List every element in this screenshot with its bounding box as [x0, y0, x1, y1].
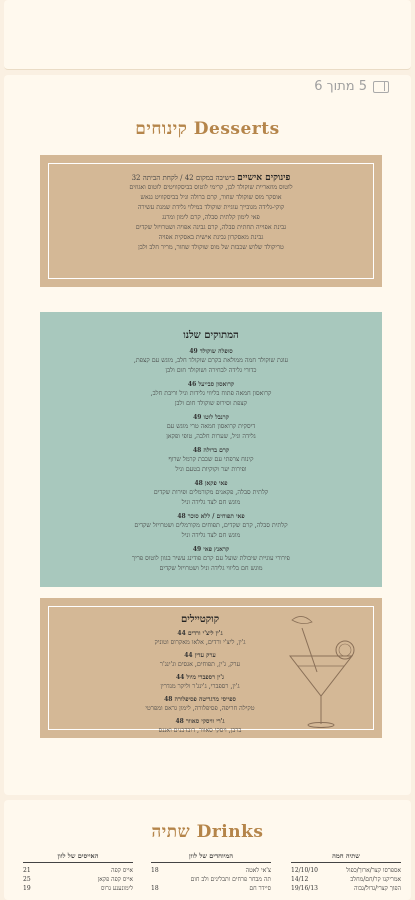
drink-row	[291, 875, 401, 884]
drink-name: הפוך קצרי/גדול/גבוה	[354, 885, 401, 892]
personal-treats-heading: פינוקים אישיים	[237, 173, 291, 183]
drink-price: 18	[151, 885, 159, 892]
sweet-item-desc: מוגש חם בליווי גלידה וניל ושטרויזל שקדים	[159, 565, 263, 572]
sweet-item-desc: מוגש חם לצד גלידה וניל	[181, 499, 241, 506]
personal-treats-card	[40, 155, 382, 287]
specials-column	[151, 852, 271, 893]
drink-row	[23, 866, 133, 875]
treat-line: לוטוס מוזאריית שוקולד לבן, קרימי לוטוס בביסקוויטים לוטוס ואגוזים	[129, 184, 293, 191]
treat-line: אוסקר מוס שוקולד שחור, קרם ברולה וניל בביסקוויט גנאש	[140, 194, 282, 201]
drink-row	[291, 884, 401, 893]
page-icon	[373, 81, 389, 93]
drink-price: 12/10/10	[291, 867, 318, 874]
drink-price: 19	[23, 885, 31, 892]
our-sweets-title: המתוקים שלנו	[183, 330, 239, 341]
sweet-item-name: קרואסון סבייעל 46	[187, 381, 235, 388]
cocktail-desc: ג'ין, רספברי, ג'ינג'ר וליקר מנדרין	[160, 683, 240, 690]
page-counter-label: 5 מתוך 6	[314, 79, 367, 94]
sweet-item-desc: פירורי עוגיית שיבולת שועל עם קרם פודינג עשיר בגוון לוטוס פריך	[132, 555, 290, 562]
cocktail-name: ג'ין ליצ'י ורדים 44	[177, 630, 223, 637]
hot-drinks-heading: שתיה חמה	[291, 852, 401, 863]
drinks-page[interactable]	[4, 800, 411, 900]
drink-price: 14/12	[291, 876, 309, 883]
drink-name: אמריקנו קר/חם/מחלב	[350, 876, 401, 883]
our-sweets-card	[40, 312, 382, 587]
cocktails-content	[80, 614, 320, 736]
cocktail-name: ספייסי מרגריטה פסיפלורה 48	[164, 696, 236, 703]
cocktail-desc: ג'ין, ליצ'י ורדים, אלאו מאקרוס וטוניק	[154, 639, 246, 646]
desserts-page[interactable]	[4, 75, 411, 795]
cocktails-card	[40, 598, 382, 738]
sweet-item-desc: קינוח צרפתי עם שכבת קרמל שרוף	[168, 456, 254, 463]
cocktail-name: ג'ין רספברי מיול 44	[175, 674, 225, 681]
sweet-item-name: סופלה שוקולד 49	[189, 348, 233, 355]
drink-row	[23, 884, 133, 893]
drink-name: אייס קפה פקאן	[97, 876, 133, 883]
drink-name: סיידר חם	[249, 885, 271, 892]
sweet-item-desc: קרואסון חמאה פתוח בליווי גלידות וניל וריבת חלב,	[150, 390, 272, 397]
sweet-item-name: קראנץ פאי 49	[192, 546, 230, 553]
sweet-item-name: קרנבל לוטו 49	[193, 414, 229, 421]
cocktail-name: ערק עדין 44	[184, 652, 216, 659]
ice-drinks-heading: האייסים של לוון	[23, 852, 133, 863]
previous-page	[4, 0, 411, 70]
treat-line: גבינת אפוייה תחתית סבלה, קרם גבינה אפויה ושטרויזל שקדים	[135, 224, 287, 231]
treat-line: טריקולד שלוש שכבות של מוס שוקולד שחור, מריר חלב ולבן	[138, 244, 284, 251]
sweet-item-desc: קלתית סבלה, קרם שקדים, תפוחים מקורמלים ושטרויזל שקדים	[134, 522, 288, 529]
drink-price: 18	[151, 867, 159, 874]
treat-line: גבינת מאסקרון גבינת אישית באסקית אפויה	[158, 234, 264, 241]
sweet-item-desc: דיסקית קרואסון חמאה טרי מוגש עם	[166, 423, 256, 430]
treat-line: קוקי-גלידה מגובייך עוגיית שוקולד במילוי גלידת שמנת עשירה	[137, 204, 285, 211]
cocktails-list	[80, 629, 320, 736]
desserts-title: קינוחים Desserts	[135, 119, 280, 139]
drink-name: אספרסו קצר/ארוך/כפול	[346, 867, 401, 874]
treat-line: פאי לימון קלתית סבלה, קרם לימון ומרנג	[162, 214, 260, 221]
personal-treats-note: בישיבה במקום 42 / לקחת הביתה 32	[131, 174, 235, 182]
sweet-item-name: קרם ברולה 48	[192, 447, 230, 454]
sweet-item-desc: מוגש חם לצד גלידה וניל	[181, 532, 241, 539]
drink-row	[151, 866, 271, 875]
drink-name: אייס קפה	[111, 867, 133, 874]
drink-price: 19/16/13	[291, 885, 318, 892]
drinks-title: שתיה Drinks	[151, 822, 264, 842]
drink-price: 25	[23, 876, 31, 883]
cocktail-name: ג'רי וויסקי סאוור 48	[175, 718, 225, 725]
sweet-item-desc: קצפת וסירופ שוקולד חום ולבן	[174, 400, 248, 407]
cocktail-desc: טקילה חריפה, פסיפלורה, לימון גראס ומפרטי	[145, 705, 255, 712]
sweet-item-desc: עוגת שוקולד חמה ממולאת בקרם שוקולד חלב, מוגש עם קצפת,	[133, 357, 289, 364]
cocktail-desc: ברבן, ויסקי סאוור, דובדבנים ואננס	[158, 727, 242, 734]
drink-price: 21	[23, 867, 31, 874]
drink-name: צ'אי לאטה	[245, 867, 271, 874]
drink-row	[151, 875, 271, 884]
sweet-item-name: פאי תפוחים / ללא סוכר 48	[177, 513, 245, 520]
sweet-item-desc: כדורי גלידה לבחירה ושוקולד חום ולבן	[165, 367, 257, 374]
personal-treats-heading-line	[54, 173, 368, 183]
drink-name: תה מבחר פרחים ותבלינים ולב חום	[190, 876, 271, 883]
our-sweets-list	[40, 347, 382, 574]
sweet-item-desc: גלידה וניל, שערות חלבה, טופי ופקאן	[166, 433, 256, 440]
specials-heading: המיוחדים של לוון	[151, 852, 271, 863]
cocktail-desc: ערק, ג'ין, תפוחים, אגסים וג'ינג'ר	[159, 661, 241, 668]
sweet-item-name: פאי פקאן 48	[194, 480, 228, 487]
drink-name: לימונענע גרוס	[101, 885, 133, 892]
personal-treats-content	[54, 173, 368, 253]
ice-drinks-column	[23, 852, 133, 893]
cocktails-title: קוקטיילים	[180, 614, 220, 625]
drink-row	[151, 884, 271, 893]
sweet-item-desc: ופירות יער וקוקיות בטעם וניל	[175, 466, 247, 473]
page-counter	[314, 79, 389, 94]
drink-row	[291, 866, 401, 875]
hot-drinks-column	[291, 852, 401, 893]
drink-row	[23, 875, 133, 884]
sweet-item-desc: קלתית סבלה, פקאנים מקורמלים ופירות שקדים	[153, 489, 269, 496]
